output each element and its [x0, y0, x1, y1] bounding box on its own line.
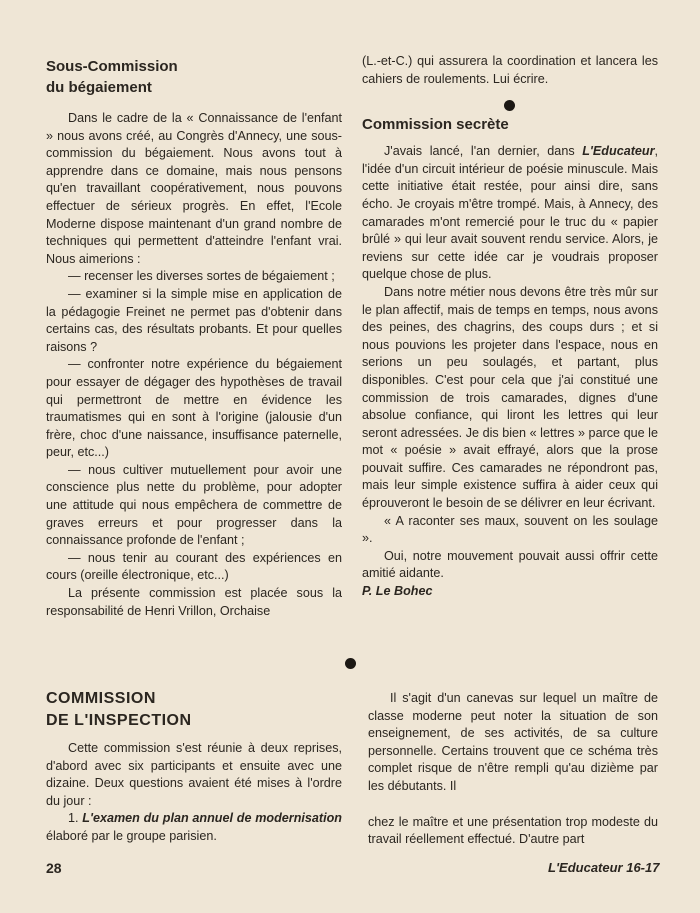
paragraph	[362, 143, 658, 284]
bullet-separator	[504, 100, 515, 111]
paragraph-continuation: (L.-et-C.) qui assurera la coordination et lancera les cahiers de roulements. Lui écrire.	[362, 54, 658, 86]
list-item	[46, 810, 342, 845]
section-title: DE L'INSPECTION	[46, 712, 192, 729]
page-number: 28	[46, 860, 62, 876]
list-item: — confronter notre expérience du bégaiement pour essayer de dégager des hypothèses de travail qui permettront de mettre en évidence les traumatismes qui en sont à l'origine (jalousie d'un frère, choc d'une naissance, insuffisance paternelle, peur, etc...)	[46, 357, 342, 460]
section-title: Commission secrète	[362, 116, 509, 134]
section-inspection	[46, 688, 342, 846]
section-title: Sous-Commission	[46, 58, 178, 75]
paragraph: Oui, notre mouvement pouvait aussi offrir cette amitié aidante.	[362, 548, 658, 581]
paragraph: La présente commission est placée sous la responsabilité de Henri Vrillon, Orchaise	[46, 586, 342, 618]
item-title: L'examen du plan annuel de modernisation	[82, 811, 342, 826]
list-item: — nous cultiver mutuellement pour avoir une conscience plus nette du problème, pour adopter une attitude qui nous empêchera de commettre de graves erreurs et pour progresser dans la connaissance profonde de l'enfant ;	[46, 462, 342, 548]
journal-title: L'Educateur	[582, 144, 655, 159]
list-item: — nous tenir au courant des expériences en cours (oreille électronique, etc...)	[46, 550, 342, 583]
section-inspection-continued	[368, 690, 658, 849]
text-span: élaboré par le groupe parisien.	[46, 828, 217, 843]
paragraph: Dans le cadre de la « Connaissance de l'enfant » nous avons créé, au Congrès d'Annecy, une sous-commission du bégaiement. Nous avons tout à apprendre dans ce domaine, mais nous pensons qu'en travaillant coopérativement, nous pouvons effectuer de sérieux progrès. En effet, l'Ecole Moderne dispose maintenant d'un grand nombre de techniques qui permettent d'atteindre l'enfant vrai. Nous aimerions :	[46, 111, 342, 266]
paragraph: Dans notre métier nous devons être très mûr sur le plan affectif, mais de temps en temps, nous avons des peines, des chagrins, des coups durs ; et si nous pouvions les projeter dans l'espace, nous en serions un peu soulagés, et partant, plus disponibles. C'est pour cela que j'ai constitué une commission de trois camarades, dignes d'une absolue confiance, qui liront les lettres qui leur seront adressées. Je dis bien « lettres » parce que le mot « poésie » avait effrayé, alors que la prose pouvait suffire. Ces camarades ne répondront pas, mais leur simple existence suffira à aider ceux qui éprouveront le besoin de se délivrer en leur écrivant.	[362, 284, 658, 511]
section-title: du bégaiement	[46, 79, 152, 96]
paragraph: Cette commission s'est réunie à deux reprises, d'abord avec six participants et ensuite avec une dizaine. Deux questions avaient été mises à l'ordre du jour :	[46, 741, 342, 808]
bullet-separator	[345, 658, 356, 669]
section-begaiement	[46, 56, 342, 620]
section-title: COMMISSION	[46, 690, 156, 707]
signature: P. Le Bohec	[362, 584, 433, 599]
text-span: J'avais lancé, l'an dernier, dans	[384, 144, 583, 159]
item-number: 1.	[68, 811, 83, 826]
paragraph: chez le maître et une présentation trop modeste du travail réellement effectué. D'autre part	[368, 814, 658, 847]
journal-issue: L'Educateur 16-17	[548, 860, 660, 875]
list-item: — examiner si la simple mise en application de la pédagogie Freinet ne permet pas d'obtenir dans certains cas, des résultats probants. Et pour quelles raisons ?	[46, 286, 342, 354]
text-span: , l'idée d'un circuit intérieur de poésie minuscule. Mais cette initiative était restée, pour ainsi dire, sans écho. Je croyais m'être trompé. Mais, à Annecy, des camarades m'ont remercié pour le truc du « papier brûlé » qui leur avait souvent rendu service. Alors, je reviens sur cette idée car je voudrais proposer quelque chose de plus.	[362, 144, 658, 282]
paragraph: Il s'agit d'un canevas sur lequel un maître de classe moderne peut noter la situation de son enseignement, de ses activités, de sa culture personnelle. Certains trouvent que ce schéma très complet risque de n'être rempli qu'au dizième par les débutants. Il	[368, 691, 658, 793]
list-item: — recenser les diverses sortes de bégaiement ;	[68, 269, 335, 284]
section-commission-secrete	[362, 53, 658, 601]
paragraph: « A raconter ses maux, souvent on les soulage ».	[362, 513, 658, 546]
